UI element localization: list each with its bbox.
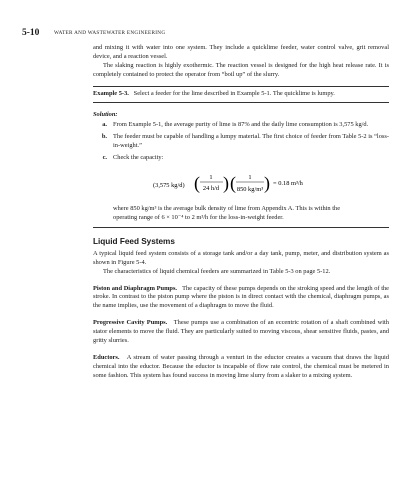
example-statement [93, 90, 389, 99]
step-label: c. [102, 154, 107, 162]
solution-step [93, 154, 389, 163]
section-heading: Liquid Feed Systems [93, 236, 175, 246]
section-paragraph-1: A typical liquid feed system consists of a storage tank and/or a day tank, pump, meter, and distribution system as shown in Figure 5-4. [93, 249, 389, 266]
page-number: 5-10 [22, 28, 40, 38]
equation-result: = 0.18 m³/h [273, 180, 303, 188]
progressive-title: Progressive Cavity Pumps. [93, 319, 168, 327]
progressive-text: These pumps use a combination of an eccentric rotation of a shaft combined with stator elements to move the fluid. They are particularly suited to moving viscous, shear sensitive fluids, pastes, and gritty slurries. [93, 319, 390, 345]
paren-open-1: ( [194, 173, 200, 194]
solution-step [93, 121, 389, 130]
fraction-2-denominator: 850 kg/m³ [236, 186, 264, 194]
intro-paragraph-1: and mixing it with water into one system. They include a quicklime feeder, water control valve, grit removal device, and a reaction vessel. [93, 44, 389, 60]
paren-open-2: ( [230, 173, 236, 194]
example-text: Select a feeder for the lime described in Example 5-1. The quicklime is lumpy. [133, 89, 335, 97]
piston-title: Piston and Diaphragm Pumps. [93, 284, 178, 292]
piston-text: The capacity of these pumps depends on the stroking speed and the length of the stroke. In contrast to the piston pump where the piston is in direct contact with the chemical, diaphragm pumps, as the name implies, use the movement of a diaphragm to move the fluid. [93, 284, 390, 310]
step-label: a. [102, 121, 107, 129]
step-label: b. [101, 133, 107, 141]
page-body [93, 44, 389, 381]
eductors-text: A stream of water passing through a venturi in the eductor creates a vacuum that draws the liquid chemical into the eductor. Because the eductor is incapable of flow rate control, the chemical must be metered in some fashion. This system has found success in moving lime slurry from a slaker to a mixing system. [93, 353, 389, 379]
eductors-title: Eductors. [93, 353, 120, 361]
progressive-paragraph [93, 319, 389, 346]
fraction-1-denominator: 24 h/d [202, 185, 220, 193]
equation-svg [133, 169, 363, 199]
step-text: From Example 5-1, the average purity of lime is 87% and the daily lime consumption is 3,575 kg/d. [113, 121, 369, 129]
eductors-paragraph [93, 354, 389, 381]
solution-step [93, 133, 389, 151]
fraction-2-numerator: 1 [248, 174, 252, 182]
intro-paragraph-2: The slaking reaction is highly exothermic. The reaction vessel is designed for the high heat release rate. It is completely contained to protect the operator from “boil up” of the slurry. [93, 61, 389, 78]
example-label: Example 5-3. [93, 89, 129, 97]
paren-close-2: ) [264, 173, 270, 194]
equation-term-1: (3,575 kg/d) [153, 182, 185, 190]
page-header [22, 28, 391, 40]
example-rule-bottom [93, 102, 389, 103]
where-line-2: operating range of 6 × 10⁻⁴ to 2 m³/h for the loss-in-weight feeder. [113, 213, 284, 221]
solution-heading: Solution: [93, 110, 118, 118]
example-end-rule [93, 227, 389, 228]
example-rule-top [93, 86, 389, 87]
piston-paragraph [93, 285, 389, 312]
where-line-1: where 850 kg/m³ is the average bulk density of lime from Appendix A. This is within the [113, 205, 341, 213]
capacity-equation [133, 169, 389, 199]
running-head: WATER AND WASTEWATER ENGINEERING [54, 30, 166, 36]
step-text: The feeder must be capable of handling a lumpy material. The first choice of feeder from Table 5-2 is “loss-in-weight.” [113, 133, 389, 150]
paren-close-1: ) [223, 173, 229, 194]
fraction-1-numerator: 1 [209, 174, 213, 182]
step-text: Check the capacity: [113, 154, 164, 162]
section-paragraph-2: The characteristics of liquid chemical feeders are summarized in Table 5-3 on page 5-12. [103, 267, 331, 275]
